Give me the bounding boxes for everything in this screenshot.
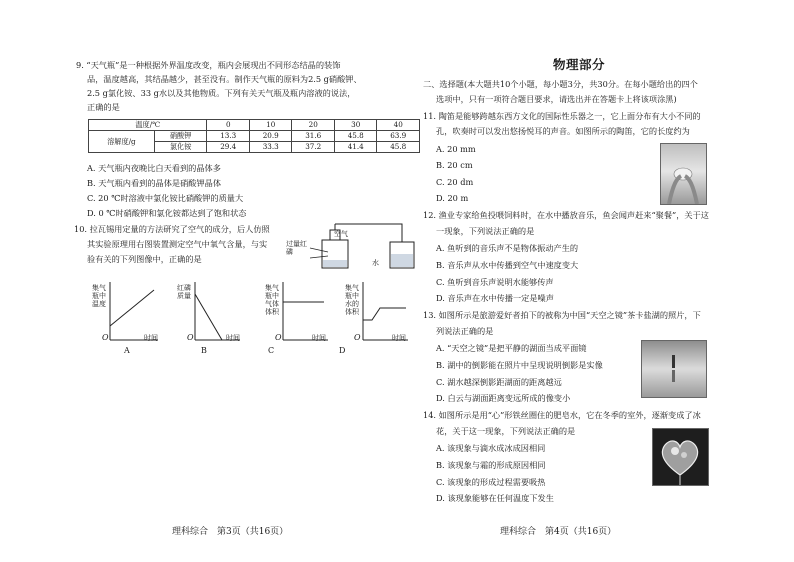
graph-letter-d: D [339,346,346,355]
value-cell: 41.4 [334,142,377,153]
ocarina-photo [660,143,707,205]
q10-line: 其实验原理用右图装置测定空气中氧气含量，与实 [87,239,268,249]
q9-option-a: A. 天气瓶内夜晚比白天看到的晶体多 [87,163,221,173]
value-cell: 31.6 [292,131,335,142]
temp-cell: 0 [207,120,250,131]
q10-line: 10. 拉瓦锡用定量的方法研究了空气的成分，后人仿照 [74,224,270,234]
salt-lake-photo [641,340,707,398]
graph-letter-c: C [268,346,275,355]
q11-line: 孔，吹奏时可以发出悠扬悦耳的声音。如图所示的陶笛，它的长度约为 [436,126,690,136]
origin-label: O [275,333,282,342]
q14-option-c: C. 该现象的形成过程需要吸热 [436,477,546,487]
graph-c [283,282,328,340]
ylabel-part: 集气 [265,284,279,292]
temp-cell: 30 [334,120,377,131]
q14-option-b: B. 该现象与霜的形成原因相同 [436,460,546,470]
ylabel-part: 体积 [345,308,359,316]
origin-label: O [102,333,109,342]
graph-a-ylabel [92,284,106,308]
ylabel-part: 气体 [265,300,279,308]
q9-option-b: B. 天气瓶内看到的晶体是硝酸钾晶体 [87,178,222,188]
q12-line: 一现象，下列说法正确的是 [436,226,535,236]
q14-line: 14. 如图所示是用“心”形铁丝圈住的肥皂水，它在冬季的室外，逐渐变成了冰 [423,410,701,420]
origin-label: O [187,333,194,342]
air-label: 空气 [334,230,348,238]
value-cell: 13.3 [207,131,250,142]
q13-line: 13. 如图所示是旅游爱好者拍下的被称为中国“天空之镜”茶卡盐湖的照片，下 [423,310,701,320]
ylabel-part: 瓶中 [92,292,106,300]
value-cell: 37.2 [292,142,335,153]
q14-option-d: D. 该现象能够在任何温度下发生 [436,493,554,503]
q12-option-a: A. 鱼听到的音乐声不是物体振动产生的 [436,243,579,253]
ylabel-part: 红磷 [177,284,191,292]
temp-cell: 20 [292,120,335,131]
right-page [420,0,790,562]
value-cell: 29.4 [207,142,250,153]
q11-option-b: B. 20 cm [436,160,473,170]
q13-option-d: D. 白云与湖面距离变远所成的像变小 [436,393,571,403]
ylabel-part: 集气 [345,284,359,292]
graph-letter-a: A [124,346,130,355]
graph-b [195,282,240,340]
q9-option-c: C. 20 ℃时溶液中氯化铵比硝酸钾的质量大 [87,193,244,203]
row-name: 氯化铵 [154,142,207,153]
ylabel-part: 质量 [177,292,191,300]
time-label: 时间 [144,334,158,342]
q11-line: 11. 陶笛是能够跨越东西方文化的国际性乐器之一，它上面分布有大小不同的 [423,111,701,121]
ylabel-part: 集气 [92,284,106,292]
q11-option-d: D. 20 m [436,193,469,203]
time-label: 时间 [226,334,240,342]
q11-option-c: C. 20 dm [436,177,474,187]
time-label: 时间 [392,334,406,342]
q13-line: 列说法正确的是 [436,326,494,336]
ylabel-part: 温度 [92,300,106,308]
q9-option-d: D. 0 ℃时硝酸钾和氯化铵都达到了饱和状态 [87,208,247,218]
row-name: 硝酸钾 [154,131,207,142]
solubility-label: 溶解度/g [89,131,155,153]
reflection-icon [642,341,706,397]
q9-line: 品，温度越高，其结晶越少，甚至没有。制作天气瓶的原料为2.5 g硝酸钾、 [87,74,362,84]
q12-option-c: C. 鱼听到音乐声说明水能够传声 [436,277,554,287]
ice-flower-photo [652,428,709,486]
solubility-table [88,119,420,153]
origin-label: O [354,333,361,342]
temp-cell: 10 [249,120,292,131]
section-title: 物理部分 [553,57,606,72]
q9-line: 9. “天气瓶”是一种根据外界温度改变，瓶内会展现出不同形态结晶的装饰 [76,60,341,70]
q11-option-a: A. 20 mm [436,144,476,154]
value-cell: 33.3 [249,142,292,153]
q13-option-c: C. 湖水越深倒影距湖面的距离越远 [436,377,562,387]
graph-letter-b: B [201,346,207,355]
intro-line: 选项中，只有一项符合题目要求，请选出并在答题卡上将该项涂黑) [436,94,677,104]
q9-line: 正确的是 [87,102,120,112]
value-cell: 20.9 [249,131,292,142]
q9-line: 2.5 g氯化铵、33 g水以及其他物质。下列有关天气瓶及瓶内溶液的说法， [87,88,356,98]
water-label: 水 [372,259,379,267]
q12-option-d: D. 音乐声在水中传播一定是噪声 [436,293,554,303]
time-label: 时间 [312,334,326,342]
graph-d-ylabel [345,284,359,316]
ocarina-icon [661,144,706,204]
q14-option-a: A. 该现象与滴水成冰成因相同 [436,443,546,453]
value-cell: 45.8 [377,142,420,153]
q14-line: 花，关于这一现象，下列说法正确的是 [436,426,576,436]
red-phosphorus-label: 过量红磷 [286,240,307,256]
left-page [60,0,430,562]
temp-cell: 40 [377,120,420,131]
temp-header: 温度/℃ [89,120,207,131]
q13-option-a: A. “天空之镜”是把平静的湖面当成平面镜 [436,343,587,353]
graph-c-ylabel [265,284,279,316]
ylabel-part: 体积 [265,308,279,316]
q12-option-b: B. 音乐声从水中传播到空气中速度变大 [436,260,579,270]
heart-icon [653,429,708,485]
value-cell: 63.9 [377,131,420,142]
intro-line: 二、选择题(本大题共10个小题，每小题3分，共30分。在每小题给出的四个 [423,79,698,89]
q10-line: 验有关的下列图像中，正确的是 [87,254,202,264]
graph-d [363,282,408,340]
ylabel-part: 瓶中 [345,292,359,300]
value-cell: 45.8 [334,131,377,142]
q12-line: 12. 渔业专家给鱼投喂饲料时，在水中播放音乐，鱼会闻声赶来“聚餐”，关于这 [423,210,709,220]
ylabel-part: 瓶中 [265,292,279,300]
right-footer: 理科综合 第4页（共16页） [500,527,617,537]
ylabel-part: 水的 [345,300,359,308]
graph-b-ylabel [177,284,191,300]
left-footer: 理科综合 第3页（共16页） [172,527,289,537]
q13-option-b: B. 湖中的倒影能在照片中呈现说明倒影是实像 [436,360,603,370]
graph-a [110,282,158,340]
